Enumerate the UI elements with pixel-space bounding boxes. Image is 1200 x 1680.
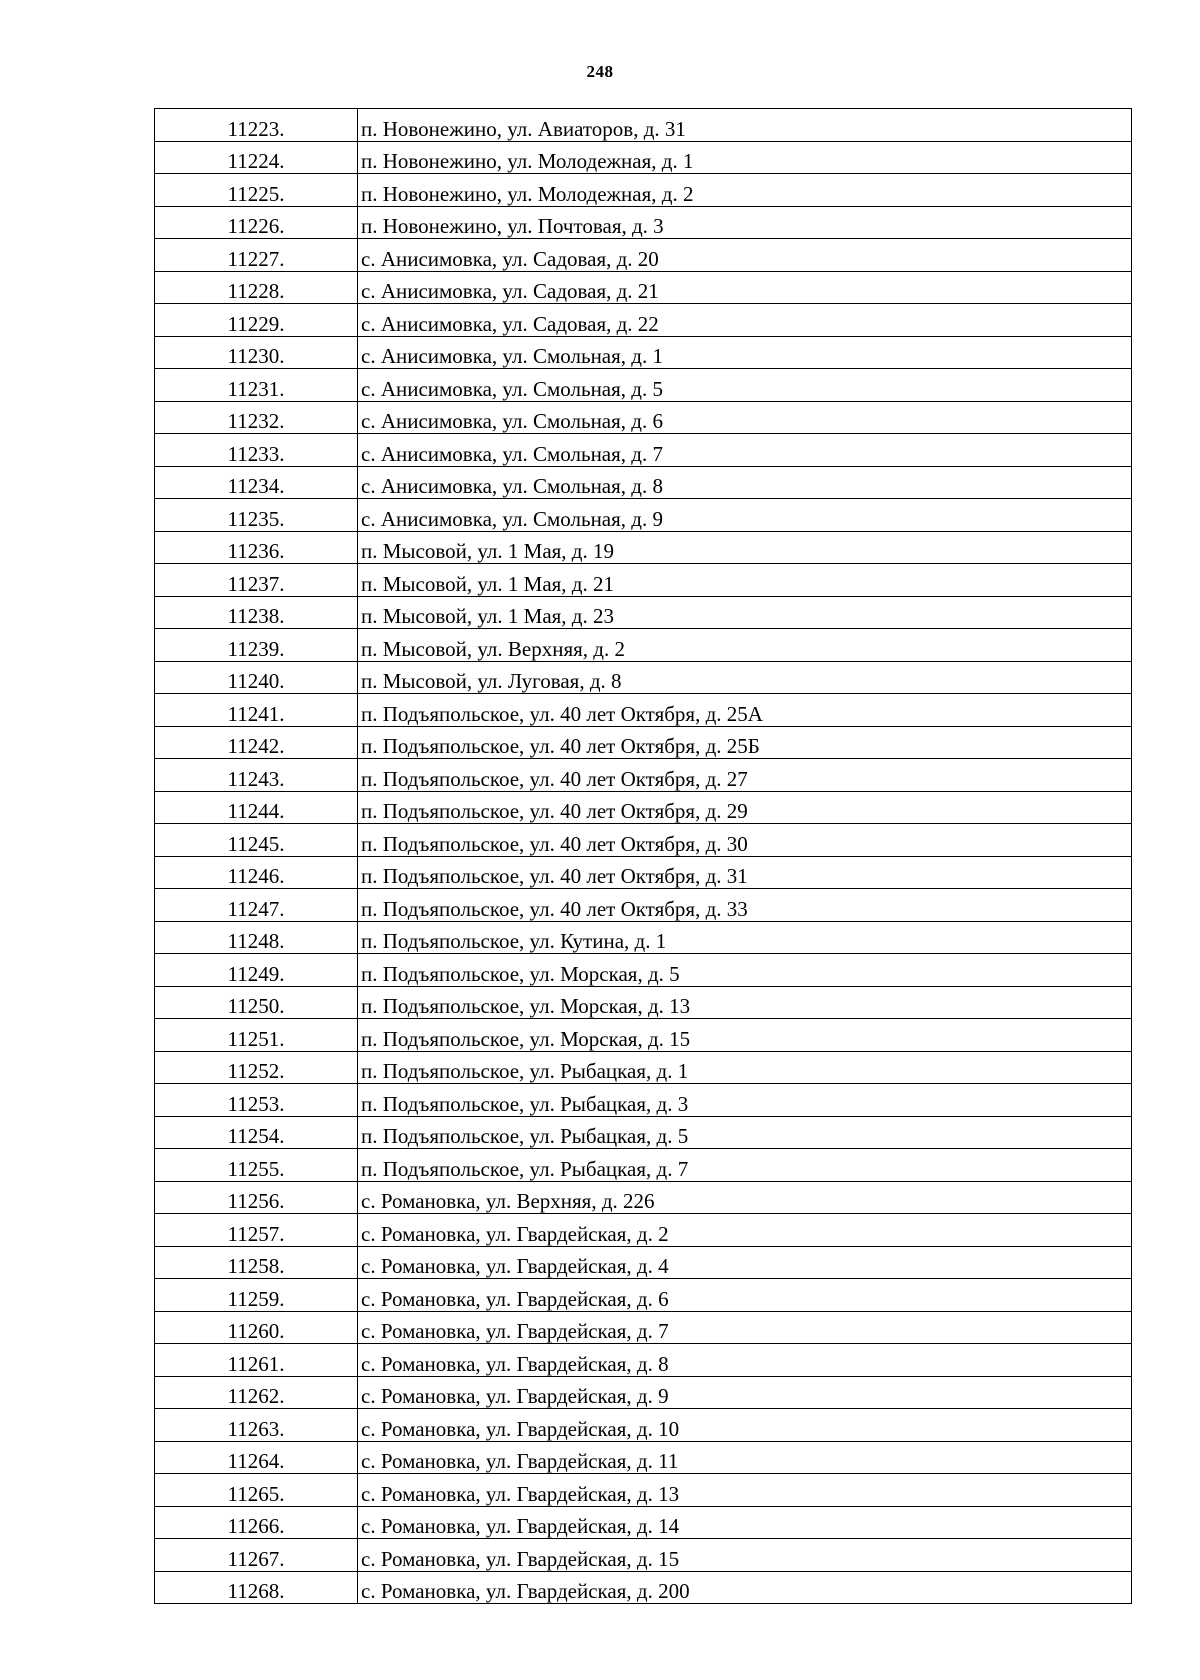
row-number-cell: 11230. (155, 336, 358, 369)
row-number-cell: 11248. (155, 921, 358, 954)
table-row (155, 1571, 1132, 1604)
row-number-cell: 11263. (155, 1409, 358, 1442)
address-cell: п. Подъяпольское, ул. Кутина, д. 1 (358, 921, 1132, 954)
row-number-cell: 11257. (155, 1214, 358, 1247)
address-cell: п. Подъяпольское, ул. Морская, д. 13 (358, 986, 1132, 1019)
table-row (155, 336, 1132, 369)
table-row (155, 759, 1132, 792)
table-row (155, 1376, 1132, 1409)
table-row (155, 856, 1132, 889)
row-number-cell: 11251. (155, 1019, 358, 1052)
address-cell: п. Новонежино, ул. Авиаторов, д. 31 (358, 109, 1132, 142)
page-number: 248 (586, 62, 614, 81)
row-number-cell: 11249. (155, 954, 358, 987)
table-row (155, 1409, 1132, 1442)
row-number-cell: 11243. (155, 759, 358, 792)
row-number-cell: 11223. (155, 109, 358, 142)
address-cell: с. Романовка, ул. Гвардейская, д. 8 (358, 1344, 1132, 1377)
address-cell: с. Романовка, ул. Гвардейская, д. 2 (358, 1214, 1132, 1247)
address-cell: с. Анисимовка, ул. Садовая, д. 20 (358, 239, 1132, 272)
table-row (155, 239, 1132, 272)
address-cell: п. Подъяпольское, ул. Рыбацкая, д. 1 (358, 1051, 1132, 1084)
table-row (155, 661, 1132, 694)
table-row (155, 1506, 1132, 1539)
table-row (155, 1084, 1132, 1117)
row-number-cell: 11264. (155, 1441, 358, 1474)
table-row (155, 1019, 1132, 1052)
table-row (155, 921, 1132, 954)
row-number-cell: 11234. (155, 466, 358, 499)
row-number-cell: 11254. (155, 1116, 358, 1149)
row-number-cell: 11268. (155, 1571, 358, 1604)
address-cell: п. Подъяпольское, ул. 40 лет Октября, д. 33 (358, 889, 1132, 922)
address-cell: п. Мысовой, ул. 1 Мая, д. 23 (358, 596, 1132, 629)
row-number-cell: 11256. (155, 1181, 358, 1214)
row-number-cell: 11267. (155, 1539, 358, 1572)
table-row (155, 304, 1132, 337)
address-cell: с. Романовка, ул. Гвардейская, д. 15 (358, 1539, 1132, 1572)
row-number-cell: 11252. (155, 1051, 358, 1084)
address-cell: п. Подъяпольское, ул. Морская, д. 5 (358, 954, 1132, 987)
table-row (155, 1116, 1132, 1149)
address-cell: с. Анисимовка, ул. Смольная, д. 5 (358, 369, 1132, 402)
row-number-cell: 11229. (155, 304, 358, 337)
address-cell: п. Подъяпольское, ул. Рыбацкая, д. 5 (358, 1116, 1132, 1149)
table-row (155, 531, 1132, 564)
table-row (155, 889, 1132, 922)
address-cell: п. Подъяпольское, ул. 40 лет Октября, д. 25А (358, 694, 1132, 727)
address-cell: с. Романовка, ул. Гвардейская, д. 4 (358, 1246, 1132, 1279)
row-number-cell: 11240. (155, 661, 358, 694)
row-number-cell: 11255. (155, 1149, 358, 1182)
row-number-cell: 11262. (155, 1376, 358, 1409)
table-row (155, 206, 1132, 239)
table-row (155, 141, 1132, 174)
address-cell: с. Анисимовка, ул. Садовая, д. 21 (358, 271, 1132, 304)
table-row (155, 174, 1132, 207)
table-row (155, 369, 1132, 402)
row-number-cell: 11253. (155, 1084, 358, 1117)
address-cell: п. Подъяпольское, ул. 40 лет Октября, д. 25Б (358, 726, 1132, 759)
table-row (155, 1279, 1132, 1312)
table-row (155, 1181, 1132, 1214)
table-row (155, 629, 1132, 662)
row-number-cell: 11241. (155, 694, 358, 727)
table-row (155, 271, 1132, 304)
row-number-cell: 11242. (155, 726, 358, 759)
row-number-cell: 11250. (155, 986, 358, 1019)
address-cell: с. Романовка, ул. Гвардейская, д. 9 (358, 1376, 1132, 1409)
address-cell: с. Романовка, ул. Гвардейская, д. 7 (358, 1311, 1132, 1344)
row-number-cell: 11237. (155, 564, 358, 597)
row-number-cell: 11258. (155, 1246, 358, 1279)
address-cell: п. Подъяпольское, ул. Рыбацкая, д. 7 (358, 1149, 1132, 1182)
table-row (155, 694, 1132, 727)
row-number-cell: 11226. (155, 206, 358, 239)
address-cell: п. Подъяпольское, ул. 40 лет Октября, д. 27 (358, 759, 1132, 792)
address-cell: п. Подъяпольское, ул. Морская, д. 15 (358, 1019, 1132, 1052)
row-number-cell: 11265. (155, 1474, 358, 1507)
table-row (155, 1246, 1132, 1279)
row-number-cell: 11231. (155, 369, 358, 402)
address-cell: п. Мысовой, ул. 1 Мая, д. 19 (358, 531, 1132, 564)
table-row (155, 1311, 1132, 1344)
table-row (155, 401, 1132, 434)
address-table (154, 108, 1132, 1604)
address-cell: с. Романовка, ул. Гвардейская, д. 11 (358, 1441, 1132, 1474)
address-cell: с. Анисимовка, ул. Смольная, д. 6 (358, 401, 1132, 434)
table-row (155, 726, 1132, 759)
address-cell: п. Мысовой, ул. Верхняя, д. 2 (358, 629, 1132, 662)
address-cell: п. Подъяпольское, ул. 40 лет Октября, д. 30 (358, 824, 1132, 857)
address-cell: п. Подъяпольское, ул. Рыбацкая, д. 3 (358, 1084, 1132, 1117)
table-row (155, 564, 1132, 597)
row-number-cell: 11225. (155, 174, 358, 207)
row-number-cell: 11245. (155, 824, 358, 857)
table-row (155, 824, 1132, 857)
address-cell: п. Подъяпольское, ул. 40 лет Октября, д. 31 (358, 856, 1132, 889)
row-number-cell: 11261. (155, 1344, 358, 1377)
address-cell: с. Анисимовка, ул. Смольная, д. 8 (358, 466, 1132, 499)
row-number-cell: 11228. (155, 271, 358, 304)
table-row (155, 109, 1132, 142)
table-row (155, 1441, 1132, 1474)
row-number-cell: 11260. (155, 1311, 358, 1344)
address-cell: п. Новонежино, ул. Молодежная, д. 2 (358, 174, 1132, 207)
table-row (155, 1344, 1132, 1377)
address-cell: с. Романовка, ул. Гвардейская, д. 200 (358, 1571, 1132, 1604)
table-row (155, 466, 1132, 499)
table-row (155, 954, 1132, 987)
row-number-cell: 11235. (155, 499, 358, 532)
address-cell: п. Новонежино, ул. Почтовая, д. 3 (358, 206, 1132, 239)
address-cell: с. Анисимовка, ул. Смольная, д. 9 (358, 499, 1132, 532)
address-cell: п. Новонежино, ул. Молодежная, д. 1 (358, 141, 1132, 174)
table-row (155, 1051, 1132, 1084)
address-cell: с. Анисимовка, ул. Садовая, д. 22 (358, 304, 1132, 337)
table-row (155, 499, 1132, 532)
row-number-cell: 11239. (155, 629, 358, 662)
table-row (155, 1149, 1132, 1182)
table-row (155, 986, 1132, 1019)
row-number-cell: 11244. (155, 791, 358, 824)
row-number-cell: 11224. (155, 141, 358, 174)
table-row (155, 596, 1132, 629)
address-cell: с. Анисимовка, ул. Смольная, д. 1 (358, 336, 1132, 369)
address-cell: с. Романовка, ул. Гвардейская, д. 14 (358, 1506, 1132, 1539)
address-cell: с. Романовка, ул. Гвардейская, д. 10 (358, 1409, 1132, 1442)
table-row (155, 1474, 1132, 1507)
row-number-cell: 11238. (155, 596, 358, 629)
address-cell: с. Романовка, ул. Гвардейская, д. 6 (358, 1279, 1132, 1312)
address-table-body (155, 109, 1132, 1604)
address-cell: п. Мысовой, ул. 1 Мая, д. 21 (358, 564, 1132, 597)
table-row (155, 1214, 1132, 1247)
row-number-cell: 11232. (155, 401, 358, 434)
address-cell: с. Романовка, ул. Гвардейская, д. 13 (358, 1474, 1132, 1507)
row-number-cell: 11227. (155, 239, 358, 272)
row-number-cell: 11259. (155, 1279, 358, 1312)
row-number-cell: 11247. (155, 889, 358, 922)
row-number-cell: 11236. (155, 531, 358, 564)
address-cell: п. Подъяпольское, ул. 40 лет Октября, д. 29 (358, 791, 1132, 824)
table-row (155, 1539, 1132, 1572)
address-cell: п. Мысовой, ул. Луговая, д. 8 (358, 661, 1132, 694)
table-row (155, 434, 1132, 467)
row-number-cell: 11233. (155, 434, 358, 467)
row-number-cell: 11266. (155, 1506, 358, 1539)
row-number-cell: 11246. (155, 856, 358, 889)
table-row (155, 791, 1132, 824)
address-cell: с. Анисимовка, ул. Смольная, д. 7 (358, 434, 1132, 467)
address-cell: с. Романовка, ул. Верхняя, д. 226 (358, 1181, 1132, 1214)
